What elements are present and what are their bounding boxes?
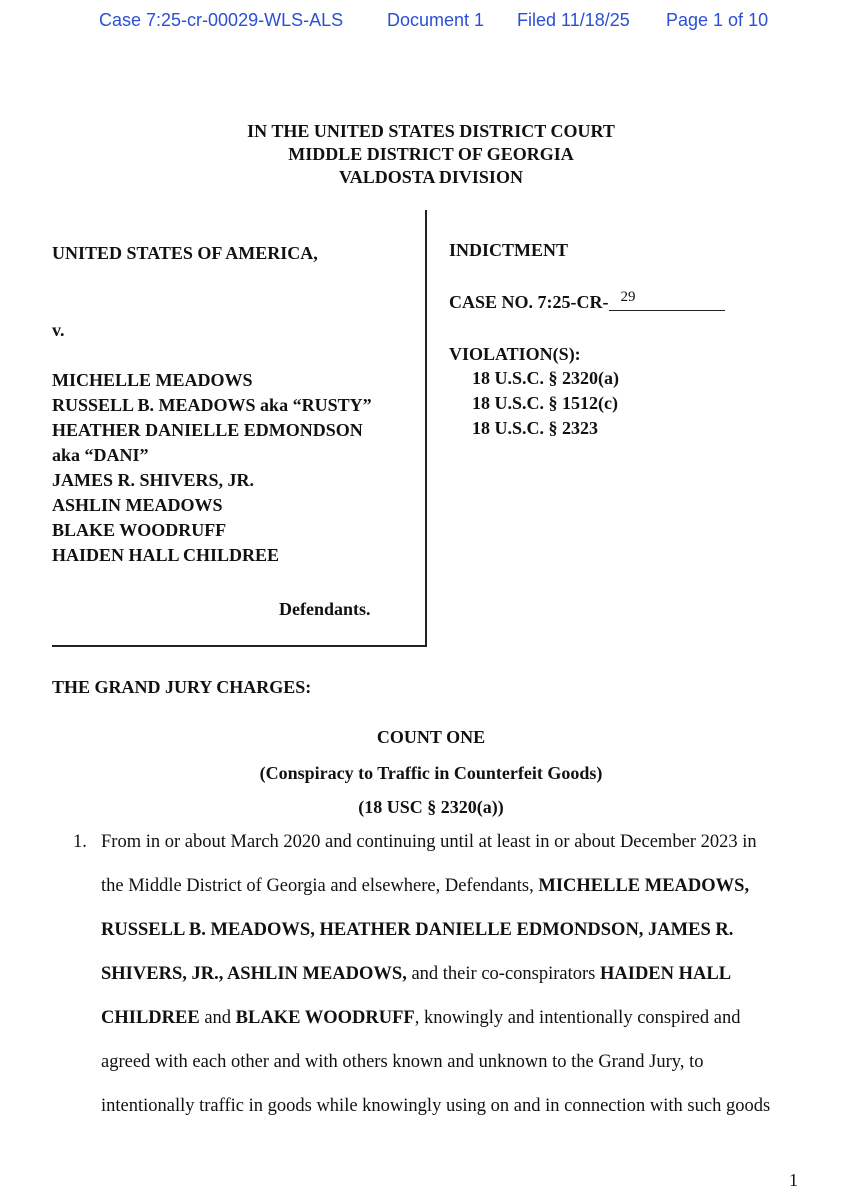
paragraph-line — [101, 952, 801, 996]
plaintiff-name: UNITED STATES OF AMERICA, — [52, 243, 318, 263]
paragraph-text: and — [204, 1008, 232, 1028]
paragraph-line: From in or about March 2020 and continuing until at least in or about December 2023 in — [101, 832, 757, 852]
paragraph-line — [101, 996, 801, 1040]
page-count-stamp: Page 1 of 10 — [666, 10, 769, 30]
court-division: VALDOSTA DIVISION — [339, 167, 523, 187]
defendant-name: JAMES R. SHIVERS, JR. — [52, 470, 255, 490]
violation-statute: 18 U.S.C. § 2323 — [472, 418, 599, 438]
grand-jury-charges: THE GRAND JURY CHARGES: — [52, 677, 312, 697]
ecf-header-stamp — [0, 10, 862, 32]
defendant-name: MICHELLE MEADOWS — [52, 370, 253, 390]
defendant-reference: MICHELLE MEADOWS, — [538, 876, 750, 896]
paragraph-text: the Middle District of Georgia and elsewhere, Defendants, — [101, 876, 534, 896]
violation-statute: 18 U.S.C. § 1512(c) — [472, 393, 618, 413]
document-number-stamp: Document 1 — [387, 10, 485, 30]
filed-date-stamp: Filed 11/18/25 — [517, 10, 630, 30]
defendant-list — [52, 368, 372, 568]
paragraph-text: and their co-conspirators — [411, 964, 596, 984]
paragraph-line — [101, 864, 801, 908]
violation-statute: 18 U.S.C. § 2320(a) — [472, 368, 619, 388]
paragraph-line: intentionally traffic in goods while knowingly using on and in connection with such goods — [101, 1096, 771, 1116]
count-title: COUNT ONE — [376, 727, 486, 747]
count-statute: (18 USC § 2320(a)) — [358, 797, 504, 817]
paragraph-line: agreed with each other and with others known and unknown to the Grand Jury, to — [101, 1052, 704, 1072]
paragraph-number: 1. — [73, 832, 87, 852]
case-number-label: CASE NO. 7:25-CR- — [449, 292, 609, 312]
defendant-name: ASHLIN MEADOWS — [52, 495, 223, 515]
defendant-name: HAIDEN HALL CHILDREE — [52, 545, 280, 565]
case-number-stamp: Case 7:25-cr-00029-WLS-ALS — [99, 10, 344, 30]
defendant-reference: CHILDREE — [101, 1008, 200, 1028]
paragraph-line: RUSSELL B. MEADOWS, HEATHER DANIELLE EDMONDSON, JAMES R. — [101, 920, 734, 940]
case-number — [449, 290, 725, 318]
defendant-name: RUSSELL B. MEADOWS aka “RUSTY” — [52, 395, 372, 415]
defendants-label: Defendants. — [279, 599, 371, 619]
court-district: MIDDLE DISTRICT OF GEORGIA — [288, 144, 574, 164]
defendant-reference: SHIVERS, JR., ASHLIN MEADOWS, — [101, 964, 407, 984]
violations-label: VIOLATION(S): — [449, 344, 581, 364]
case-number-value: 29 — [609, 285, 725, 311]
paragraph-body — [101, 820, 801, 1128]
caption-divider-horizontal — [52, 645, 427, 647]
violations-list — [472, 366, 619, 441]
court-name: IN THE UNITED STATES DISTRICT COURT — [247, 121, 615, 141]
defendant-name: HEATHER DANIELLE EDMONDSON — [52, 420, 363, 440]
page-number: 1 — [789, 1170, 798, 1190]
caption-divider-vertical — [425, 210, 427, 647]
paragraph-text: , knowingly and intentionally conspired and — [414, 1008, 741, 1028]
defendant-name: aka “DANI” — [52, 445, 149, 465]
indictment-title: INDICTMENT — [449, 240, 569, 260]
count-subtitle: (Conspiracy to Traffic in Counterfeit Goods) — [259, 763, 603, 783]
defendant-reference: BLAKE WOODRUFF — [235, 1008, 415, 1028]
defendant-reference: HAIDEN HALL — [600, 964, 732, 984]
defendant-name: BLAKE WOODRUFF — [52, 520, 227, 540]
versus-label: v. — [52, 320, 65, 340]
